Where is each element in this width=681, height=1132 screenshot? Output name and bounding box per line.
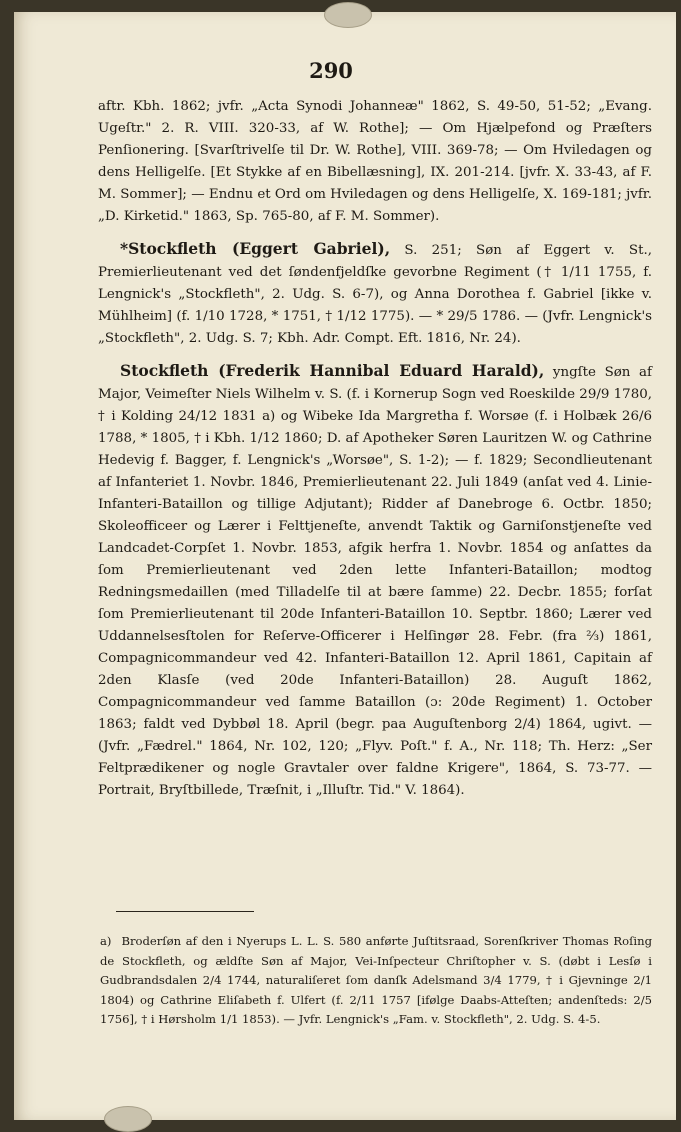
main-text bbox=[98, 96, 652, 802]
footnote-text: Broderſøn af den i Nyerups L. L. S. 580 anførte Juſtitsraad, Sorenſkriver Thomas Roſing de Stockfleth, og ældſte Søn af Major, Vei-Inſpecteur Chriſtopher v. S. (døbt i Lesſø i Gudbrandsdalen 2/4 1744, naturaliſeret ſom danſk Adelsmand 3/4 1779, † i Gjevninge 2/1 1804) og Cathrine Eliſabeth f. Ulfert (f. 2/11 1757 [ifølge Daabs-Atteſten; andenſteds: 2/5 1756], † i Hørsholm 1/1 1853). — Jvfr. Lengnick's „Fam. v. Stockfleth", 2. Udg. S. 4-5. bbox=[100, 934, 652, 1026]
entry-heading: *Stockfleth (Eggert Gabriel), bbox=[120, 239, 391, 258]
entry-heading: Stockfleth (Frederik Hannibal Eduard Harald), bbox=[120, 361, 545, 380]
entry-text: S. 251; Søn af Eggert v. St., Premierlieutenant ved det ſøndenfjeldſke gevorbne Regiment († 1/11 1755, f. Lengnick's „Stockfleth", 2. Udg. S. 6-7), og Anna Dorothea f. Gabriel [ikke v. Mühlheim] (f. 1/10 1728, * 1751, † 1/12 1775). — * 29/5 1786. — (Jvfr. Lengnick's „Stockfleth", 2. Udg. S. 7; Kbh. Adr. Compt. Eft. 1816, Nr. 24). bbox=[98, 243, 652, 346]
footnote-marker: a) bbox=[100, 934, 112, 948]
paragraph-continuation bbox=[98, 96, 652, 228]
binding-hole-top bbox=[324, 2, 372, 28]
binding-hole-bottom bbox=[104, 1106, 152, 1132]
paragraph-text: aftr. Kbh. 1862; jvfr. „Acta Synodi Johanneæ" 1862, S. 49-50, 51-52; „Evang. Ugeſtr." 2. R. VIII. 320-33, af W. Rothe]; — Om Hjælpefond og Præſters Penſionering. [Svarſtrivelſe til Dr. W. Rothe], VIII. 369-78; — Om Hviledagen og dens Helligelſe. [Et Stykke af en Bibellæsning], IX. 201-214. [jvfr. X. 33-43, af F. M. Sommer]; — Endnu et Ord om Hviledagen og dens Helligelſe, X. 169-181; jvfr. „D. Kirketid." 1863, Sp. 765-80, af F. M. Sommer). bbox=[98, 99, 652, 224]
page-number: 290 bbox=[309, 58, 353, 83]
entry-frederik-hannibal bbox=[98, 360, 652, 802]
footnote-divider bbox=[116, 911, 254, 912]
footnote bbox=[100, 932, 652, 1030]
entry-text: yngſte Søn af Major, Veimeſter Niels Wilhelm v. S. (f. i Kornerup Sogn ved Roeskilde 29/9 1780, † i Kolding 24/12 1831 a) og Wibeke Ida Margretha f. Worsøe (f. i Holbæk 26/6 1788, * 1805, † i Kbh. 1/12 1860; D. af Apotheker Søren Lauritzen W. og Cathrine Hedevig f. Bagger, f. Lengnick's „Worsøe", S. 1-2); — f. 1829; Secondlieutenant af Infanteriet 1. Novbr. 1846, Premierlieutenant 22. Juli 1849 (anſat ved 4. Linie-Infanteri-Bataillon og tillige Adjutant); Ridder af Danebroge 6. Octbr. 1850; Skoleofficeer og Lærer i Felttjeneſte, anvendt Taktik og Garniſonstjeneſte ved Landcadet-Corpſet 1. Novbr. 1853, afgik herfra 1. Novbr. 1854 og anſattes da ſom Premierlieutenant ved 2den lette Infanteri-Bataillon; modtog Redningsmedaillen (med Tilladelſe til at bære ſamme) 22. Decbr. 1855; forſat ſom Premierlieutenant til 20de Infanteri-Bataillon 10. Septbr. 1860; Lærer ved Uddannelsesſtolen for Reſerve-Officerer i Helſingør 28. Febr. (fra ⅔) 1861, Compagnicommandeur ved 42. Infanteri-Bataillon 12. April 1861, Capitain af 2den Klasſe (ved 20de Infanteri-Bataillon) 28. Auguſt 1862, Compagnicommandeur ved ſamme Bataillon (ɔ: 20de Regiment) 1. October 1863; faldt ved Dybbøl 18. April (begr. paa Auguſtenborg 2/4) 1864, ugivt. — (Jvfr. „Fædrel." 1864, Nr. 102, 120; „Flyv. Poſt." f. A., Nr. 118; Th. Herz: „Ser Feltprædikener og nogle Gravtaler over faldne Krigere", 1864, S. 73-77. — Portrait, Bryſtbillede, Træſnit, i „Illuſtr. Tid." V. 1864). bbox=[98, 365, 652, 798]
entry-eggert-gabriel bbox=[98, 238, 652, 350]
